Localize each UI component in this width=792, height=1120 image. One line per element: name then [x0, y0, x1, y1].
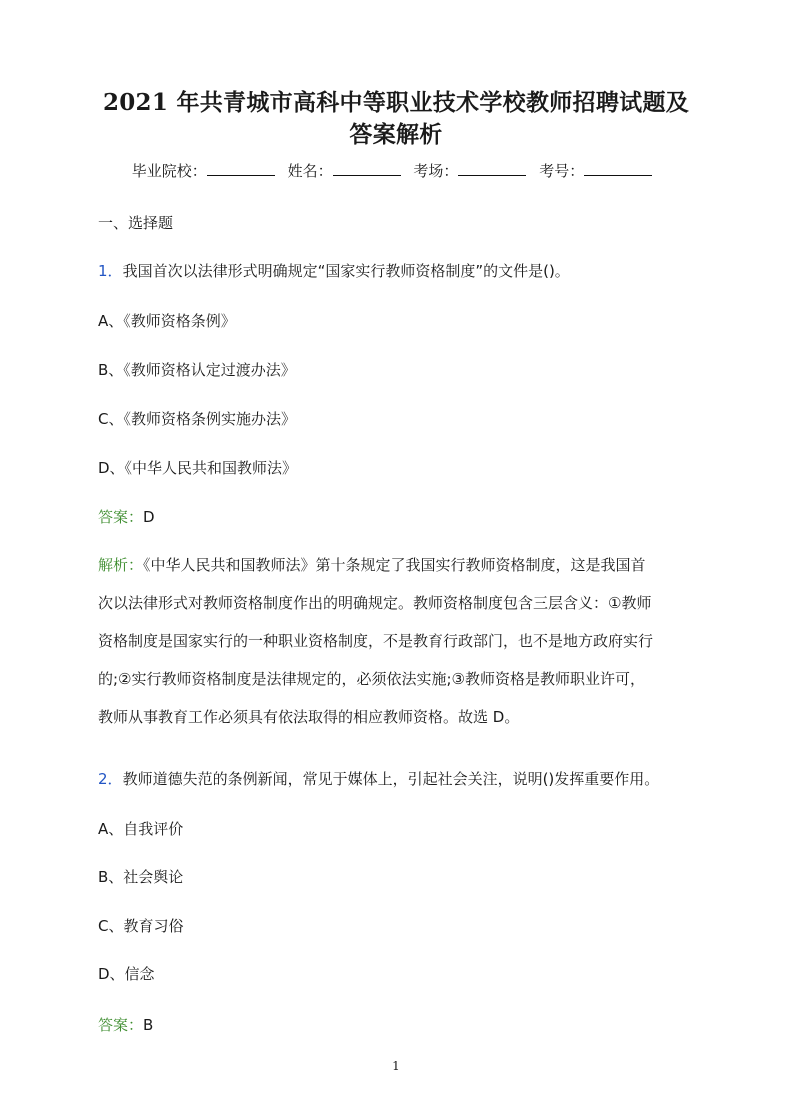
- question-1-option-a: A、《教师资格条例》: [98, 312, 236, 330]
- question-1-option-d: D、《中华人民共和国教师法》: [98, 459, 298, 477]
- exam-number-blank: [584, 161, 652, 176]
- question-1-answer: [98, 505, 698, 529]
- question-2-answer-value: B: [143, 1016, 154, 1034]
- question-2-option-a: A、自我评价: [98, 820, 184, 838]
- question-2-option-d: D、信念: [98, 965, 155, 983]
- question-1-stem: [98, 259, 698, 283]
- school-label: 毕业院校：: [131, 162, 207, 180]
- question-1-answer-label: 答案：: [98, 508, 144, 526]
- question-2-option-b: B、社会舆论: [98, 868, 184, 886]
- page-number: 1: [392, 1059, 400, 1073]
- question-1-analysis: [98, 546, 696, 736]
- question-2-answer: [98, 1013, 698, 1037]
- question-1-text: 我国首次以法律形式明确规定“国家实行教师资格制度”的文件是()。: [122, 262, 570, 280]
- question-1-option-b: B、《教师资格认定过渡办法》: [98, 361, 296, 379]
- exam-room-label: 考场：: [413, 162, 459, 180]
- question-2-stem: [98, 767, 698, 791]
- analysis-line-5: 教师从事教育工作必须具有依法取得的相应教师资格。故选 D。: [98, 708, 520, 726]
- section-heading: 一、选择题: [98, 214, 174, 232]
- analysis-text-1: 《中华人民共和国教师法》第十条规定了我国实行教师资格制度，这是我国首: [143, 556, 646, 574]
- document-title-line-2: 答案解析: [349, 121, 443, 148]
- name-blank: [333, 161, 401, 176]
- question-2-number: 2: [98, 770, 108, 788]
- question-2-separator: ．: [107, 770, 123, 788]
- name-label: 姓名：: [287, 162, 333, 180]
- question-2-option-c: C、教育习俗: [98, 917, 184, 935]
- question-2-text: 教师道德失范的条例新闻，常见于媒体上，引起社会关注，说明()发挥重要作用。: [122, 770, 660, 788]
- candidate-info-row: [0, 158, 792, 184]
- exam-room-blank: [458, 161, 526, 176]
- question-1-analysis-label: 解析：: [98, 556, 144, 574]
- exam-number-label: 考号：: [539, 162, 585, 180]
- analysis-line-2: 次以法律形式对教师资格制度作出的明确规定。教师资格制度包含三层含义：①教师: [98, 594, 652, 612]
- analysis-line-1: [98, 546, 696, 584]
- question-1-answer-value: D: [143, 508, 155, 526]
- document-title-line-1: 2021 年共青城市高科中等职业技术学校教师招聘试题及: [102, 89, 690, 116]
- question-2-answer-label: 答案：: [98, 1016, 144, 1034]
- question-1-separator: ．: [107, 262, 123, 280]
- question-1-number: 1: [98, 262, 108, 280]
- school-blank: [207, 161, 275, 176]
- question-1-option-c: C、《教师资格条例实施办法》: [98, 410, 296, 428]
- analysis-line-3: 资格制度是国家实行的一种职业资格制度，不是教育行政部门，也不是地方政府实行: [98, 632, 654, 650]
- analysis-line-4: 的;②实行教师资格制度是法律规定的，必须依法实施;③教师资格是教师职业许可，: [98, 670, 646, 688]
